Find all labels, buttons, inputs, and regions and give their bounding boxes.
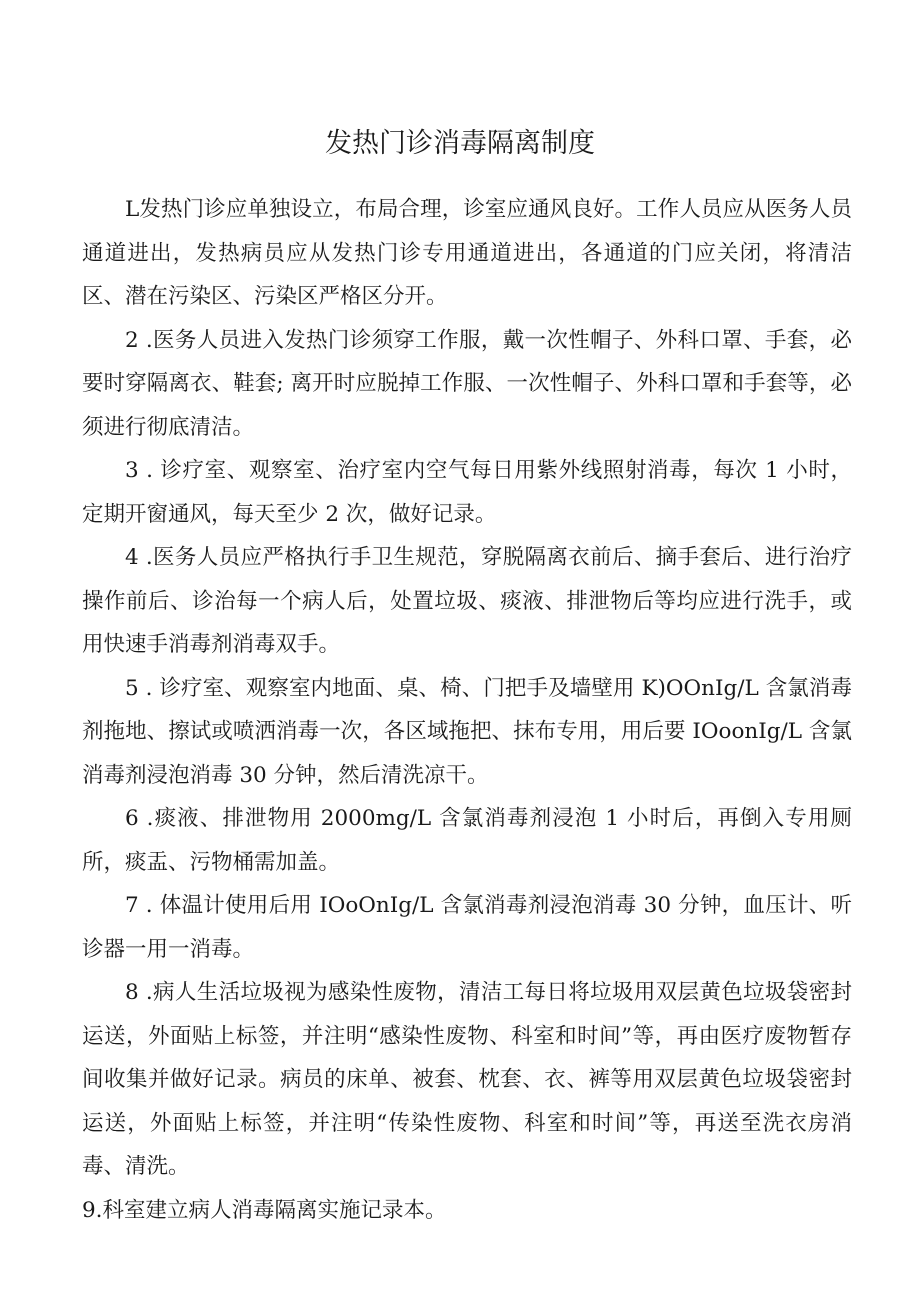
paragraph-9: 9.科室建立病人消毒隔离实施记录本。: [82, 1197, 447, 1223]
paragraph-7: 7 . 体温计使用后用 IOoOnIg/L 含氯消毒剂浸泡消毒 30 分钟，血压计、听诊器一用一消毒。: [82, 893, 852, 962]
document-title: 发热门诊消毒隔离制度: [325, 128, 595, 159]
paragraph-8: 8 .病人生活垃圾视为感染性废物，清洁工每日将垃圾用双层黄色垃圾袋密封运送，外面贴上标签，并注明“感染性废物、科室和时间”等，再由医疗废物暂存间收集并做好记录。病员的床单、被套、枕套、衣、裤等用双层黄色垃圾袋密封运送，外面贴上标签，并注明“传染性废物、科室和时间”等，再送至洗衣房消毒、清洗。: [82, 980, 852, 1179]
paragraph-4: 4 .医务人员应严格执行手卫生规范，穿脱隔离衣前后、摘手套后、进行治疗操作前后、诊治每一个病人后，处置垃圾、痰液、排泄物后等均应进行洗手，或用快速手消毒剂消毒双手。: [82, 545, 852, 657]
paragraph-1: L发热门诊应单独设立，布局合理，诊室应通风良好。工作人员应从医务人员通道进出，发热病员应从发热门诊专用通道进出，各通道的门应关闭，将清洁区、潜在污染区、污染区严格区分开。: [82, 197, 852, 309]
paragraph-3: 3 . 诊疗室、观察室、治疗室内空气每日用紫外线照射消毒，每次 1 小时，定期开窗通风，每天至少 2 次，做好记录。: [82, 458, 852, 527]
paragraph-5: 5 . 诊疗室、观察室内地面、桌、椅、门把手及墙壁用 K)OOnIg/L 含氯消毒剂拖地、擦试或喷洒消毒一次，各区域拖把、抹布专用，用后要 IOoonIg/L 含氯消毒剂浸泡消毒 30 分钟，然后清洗凉干。: [82, 675, 852, 788]
paragraph-2: 2 .医务人员进入发热门诊须穿工作服，戴一次性帽子、外科口罩、手套，必要时穿隔离衣、鞋套; 离开时应脱掉工作服、一次性帽子、外科口罩和手套等，必须进行彻底清洁。: [82, 327, 852, 440]
document-body: [82, 188, 852, 1232]
paragraph-6: 6 .痰液、排泄物用 2000mg/L 含氯消毒剂浸泡 1 小时后，再倒入专用厕所，痰盂、污物桶需加盖。: [82, 806, 852, 875]
